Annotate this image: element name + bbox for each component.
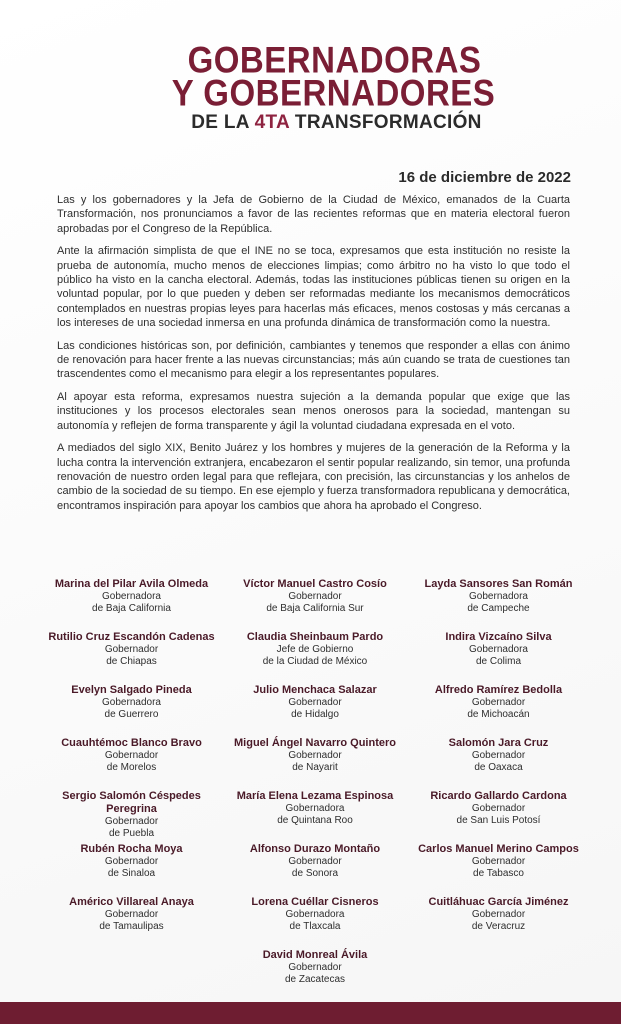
signer-role: Gobernador [288, 697, 342, 708]
signer-name: David Monreal Ávila [262, 949, 368, 961]
signer-role: Gobernador [288, 591, 342, 602]
signer-place: de Sonora [291, 868, 339, 879]
signer-role: Gobernador [104, 909, 159, 920]
signer-place: de Baja California Sur [266, 603, 364, 614]
signer-role: Gobernador [288, 856, 342, 867]
signer-place: de Tabasco [473, 868, 524, 879]
signer-name: Evelyn Salgado Pineda [71, 684, 192, 696]
signature [407, 790, 590, 843]
signer-place: de la Ciudad de México [262, 656, 368, 667]
signer-place: de Hidalgo [291, 709, 339, 720]
signature [224, 631, 407, 684]
title-line-1: GOBERNADORAS [187, 38, 482, 81]
signer-name: Claudia Sheinbaum Pardo [246, 631, 384, 643]
signature [224, 949, 407, 1002]
signature-row [40, 578, 590, 631]
signer-name: Víctor Manuel Castro Cosío [243, 578, 387, 590]
signer-place: de Baja California [92, 603, 171, 614]
signature-row [40, 631, 590, 684]
signature [40, 843, 223, 896]
signature [224, 578, 407, 631]
signer-place: de Veracruz [471, 921, 526, 932]
signature [407, 843, 590, 896]
signer-place: de San Luis Potosí [456, 815, 541, 826]
signer-role: Gobernador [471, 803, 526, 814]
signer-name: Cuitláhuac García Jiménez [428, 896, 569, 908]
signature [40, 684, 223, 737]
signer-role: Gobernadora [102, 697, 161, 708]
signer-name: Marina del Pilar Avila Olmeda [54, 578, 209, 590]
signatures-block [40, 578, 590, 1002]
signer-name: Rubén Rocha Moya [80, 843, 183, 855]
signature [407, 684, 590, 737]
signature [40, 896, 223, 949]
signer-place: de Guerrero [104, 709, 159, 720]
signature-row [40, 843, 590, 896]
signer-role: Gobernador [471, 750, 526, 761]
signature-row [40, 737, 590, 790]
signature [40, 737, 223, 790]
signer-name: María Elena Lezama Espinosa [236, 790, 394, 802]
signer-name: Sergio Salomón Céspedes Peregrina [62, 790, 201, 815]
paragraph: Ante la afirmación simplista de que el INE no se toca, expresamos que esta institución no resiste la prueba de autonomía, mucho menos de elecciones limpias; como árbitro no ha visto lo que todo el público ha visto en la cancha electoral. Además, todas las instituciones públicas tienen su origen en la voluntad popular, por lo que pueden y deben ser reformadas mediante los mecanismos democráticos contemplados en nuestras propias leyes para hacerlas más eficaces, menos costosas y más cercanas a los intereses de una sociedad inmersa en una profunda dinámica de transformación como la nuestra. [57, 245, 570, 329]
signer-role: Jefe de Gobierno [276, 644, 354, 655]
signer-name: Alfredo Ramírez Bedolla [434, 684, 563, 696]
signer-place: de Campeche [467, 603, 530, 614]
signer-role: Gobernadora [285, 803, 345, 814]
signature-row [40, 896, 590, 949]
subtitle-accent: 4TA [254, 112, 290, 133]
signer-place: de Puebla [108, 828, 155, 839]
signer-place: de Sinaloa [107, 868, 156, 879]
signer-name: Miguel Ángel Navarro Quintero [234, 737, 396, 749]
signature-row [40, 684, 590, 737]
signer-place: de Oaxaca [474, 762, 523, 773]
signer-place: de Morelos [106, 762, 157, 773]
signer-role: Gobernador [471, 697, 526, 708]
signer-role: Gobernador [104, 750, 159, 761]
signer-role: Gobernador [471, 856, 526, 867]
signature-row [40, 790, 590, 843]
signer-place: de Tamaulipas [99, 921, 164, 932]
paragraph: Al apoyar esta reforma, expresamos nuestra sujeción a la demanda popular que exige que las instituciones y los procesos electorales sean menos onerosos para la sociedad, mantengan su autonomía y reflejen de forma transparente y ágil la voluntad ciudadana expresada en el voto. [57, 391, 570, 432]
subtitle-suffix: TRANSFORMACIÓN [289, 112, 482, 133]
signer-place: de Nayarit [292, 762, 338, 773]
signer-role: Gobernadora [469, 644, 528, 655]
paragraph: Las y los gobernadores y la Jefa de Gobierno de la Ciudad de México, emanados de la Cuarta Transformación, nos pronunciamos a favor de las recientes reformas que en materia electoral fueron aprobadas por el Congreso de la República. [57, 194, 570, 235]
signer-name: Carlos Manuel Merino Campos [418, 843, 579, 855]
signer-place: de Michoacán [467, 709, 530, 720]
subtitle [52, 113, 621, 133]
signer-name: Lorena Cuéllar Cisneros [251, 896, 379, 908]
signer-role: Gobernador [104, 816, 159, 827]
signer-name: Rutilio Cruz Escandón Cadenas [48, 631, 215, 643]
signature [407, 578, 590, 631]
signer-place: de Zacatecas [284, 974, 346, 985]
signature [224, 896, 407, 949]
signer-role: Gobernadora [469, 591, 528, 602]
document-date: 16 de diciembre de 2022 [398, 169, 571, 186]
title-line-2: Y GOBERNADORES [171, 71, 496, 114]
signature [40, 631, 223, 684]
signer-name: Américo Villareal Anaya [69, 896, 194, 908]
signer-name: Cuauhtémoc Blanco Bravo [61, 737, 202, 749]
signer-role: Gobernador [471, 909, 526, 920]
signature [224, 843, 407, 896]
signer-role: Gobernadora [285, 909, 345, 920]
subtitle-prefix: DE LA [191, 112, 255, 133]
signer-name: Layda Sansores San Román [424, 578, 573, 590]
signer-role: Gobernador [104, 856, 159, 867]
paragraph: A mediados del siglo XIX, Benito Juárez y los hombres y mujeres de la generación de la Reforma y la lucha contra la intervención extranjera, encabezaron el sentir popular realizando, sin temor, una profunda renovación de nuestro orden legal para que reflejara, con precisión, las circunstancias y los anhelos de cambio de la sociedad de su tiempo. En ese ejemplo y fuerza transformadora republicana y democrática, encontramos inspiración para apoyar los cambios que ahora ha aprobado el Congreso. [57, 442, 570, 512]
signature [224, 790, 407, 843]
signature [224, 684, 407, 737]
signer-place: de Quintana Roo [277, 815, 353, 826]
signature [407, 896, 590, 949]
signature [407, 631, 590, 684]
signature [224, 737, 407, 790]
signer-role: Gobernador [288, 962, 342, 973]
signer-name: Salomón Jara Cruz [448, 737, 549, 749]
signature-row [40, 949, 590, 1002]
signer-place: de Tlaxcala [289, 921, 341, 932]
signer-place: de Chiapas [106, 656, 157, 667]
signer-place: de Colima [475, 656, 522, 667]
signer-role: Gobernadora [102, 591, 161, 602]
document-header [0, 38, 621, 133]
signature [40, 578, 223, 631]
signer-name: Julio Menchaca Salazar [253, 684, 377, 696]
signature [407, 737, 590, 790]
signer-name: Ricardo Gallardo Cardona [430, 790, 567, 802]
signer-name: Indira Vizcaíno Silva [445, 631, 552, 643]
signer-name: Alfonso Durazo Montaño [249, 843, 381, 855]
signer-role: Gobernador [104, 644, 159, 655]
signature [40, 790, 223, 843]
signer-role: Gobernador [288, 750, 342, 761]
paragraph: Las condiciones históricas son, por definición, cambiantes y tenemos que responder a ellas con ánimo de renovación para hacer frente a las nuevas circunstancias; más aún cuando se trata de cuestiones tan trascendentes como el mecanismo para elegir a los representantes populares. [57, 339, 570, 381]
footer-bar [0, 1002, 621, 1024]
statement-body [57, 193, 570, 521]
